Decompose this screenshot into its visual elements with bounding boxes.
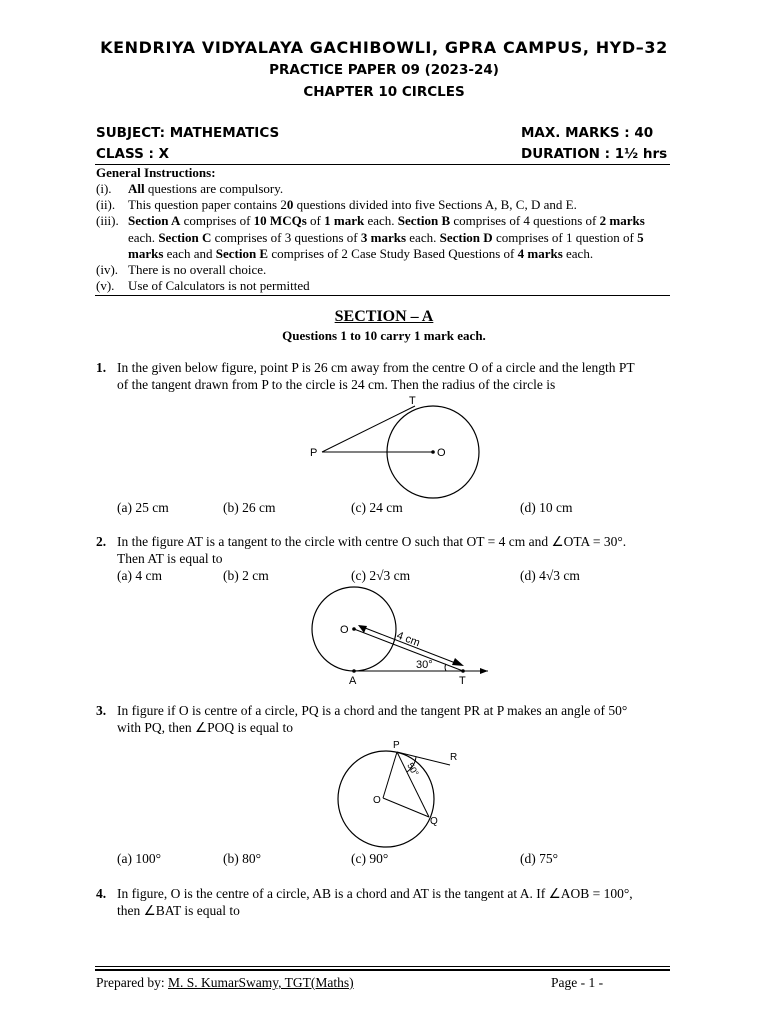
instruction-num-4: (iv). [96,262,119,277]
instruction-3-line-1: Section A comprises of 10 MCQs of 1 mark each. Section B comprises of 4 questions of 2 marks [128,213,645,228]
angle-arc [445,664,446,671]
max-marks-label: MAX. MARKS : 40 [521,125,654,141]
footer-divider-top [95,966,670,967]
centre-point [352,627,356,631]
option-d: (d) 4√3 cm [520,568,580,583]
duration-label: DURATION : 1½ hrs [521,146,668,162]
arrow-head [452,658,464,666]
option-c: (c) 2√3 cm [351,568,411,583]
label-o: O [340,624,349,636]
school-title: KENDRIYA VIDYALAYA GACHIBOWLI, GPRA CAMPUS, HYD–32 [100,38,668,57]
question-number: 2. [96,534,107,549]
label-p: P [393,740,400,751]
instruction-num-1: (i). [96,181,112,196]
instruction-num-5: (v). [96,278,115,293]
tangent-pt [322,406,415,452]
question-number: 3. [96,703,107,718]
option-b: (b) 26 cm [223,500,276,515]
figure-q2 [300,584,500,689]
instructions-title: General Instructions: [96,165,216,180]
question-text-line: then ∠BAT is equal to [117,903,240,918]
instruction-3-line-3: marks each and Section E comprises of 2 Case Study Based Questions of 4 marks each. [128,246,594,261]
centre-point [431,450,435,454]
question-text-line: In the figure AT is a tangent to the circle with centre O such that OT = 4 cm and ∠OTA = 30°. [117,534,627,549]
question-number: 1. [96,360,107,375]
class-label: CLASS : X [96,146,170,162]
label-t: T [409,395,416,407]
figure-q3 [320,738,480,848]
question-text-line: Then AT is equal to [117,551,223,566]
subject-label: SUBJECT: MATHEMATICS [96,125,280,141]
label-o: O [373,795,381,806]
question-text-line: with PQ, then ∠POQ is equal to [117,720,293,735]
question-text-line: In the given below figure, point P is 26 cm away from the centre O of a circle and the length PT [117,360,635,375]
option-b: (b) 80° [223,851,262,866]
option-d: (d) 10 cm [520,500,573,515]
paper-title: PRACTICE PAPER 09 (2023-24) [269,62,499,78]
label-angle: 50° [405,761,421,778]
option-a: (a) 4 cm [117,568,162,583]
instruction-1: All questions are compulsory. [128,181,284,196]
label-angle: 30° [416,659,433,671]
chapter-title: CHAPTER 10 CIRCLES [303,84,465,100]
label-t: T [459,675,466,687]
instruction-4: There is no overall choice. [128,262,267,277]
instruction-3-line-2: each. Section C comprises of 3 questions of 3 marks each. Section D comprises of 1 question of 5 [128,230,644,245]
question-text-line: In figure, O is the centre of a circle, AB is a chord and AT is the tangent at A. If ∠AOB = 100°, [117,886,633,901]
option-b: (b) 2 cm [223,568,269,583]
tangent-pr [397,752,450,765]
footer-prepared-by: Prepared by: M. S. KumarSwamy, TGT(Maths) [96,975,354,990]
point-a [352,669,356,673]
question-number: 4. [96,886,107,901]
question-text-line: In figure if O is centre of a circle, PQ is a chord and the tangent PR at P makes an angle of 50° [117,703,628,718]
option-d: (d) 75° [520,851,559,866]
label-r: R [450,752,458,763]
label-a: A [349,675,357,687]
arrow-head [480,668,488,674]
instruction-num-2: (ii). [96,197,116,212]
option-a: (a) 25 cm [117,500,169,515]
radius-oq [383,798,429,817]
radius-op [383,752,397,798]
label-o: O [437,447,446,459]
instructions-divider [95,295,670,296]
figure-q1 [300,390,500,500]
section-subtitle: Questions 1 to 10 carry 1 mark each. [282,328,486,343]
option-c: (c) 90° [351,851,389,866]
footer-divider-bottom [95,969,670,971]
footer-author: M. S. KumarSwamy, TGT(Maths) [167,975,354,990]
label-p: P [310,447,318,459]
option-c: (c) 24 cm [351,500,403,515]
label-length: 4 cm [394,629,422,650]
label-q: Q [430,816,438,827]
question-text-line: of the tangent drawn from P to the circle is 24 cm. Then the radius of the circle is [117,377,556,392]
point-t [461,669,465,673]
instruction-2: This question paper contains 20 questions divided into five Sections A, B, C, D and E. [128,197,577,212]
option-a: (a) 100° [117,851,162,866]
instruction-5: Use of Calculators is not permitted [128,278,310,293]
instruction-num-3: (iii). [96,213,119,228]
page-number: Page - 1 - [551,975,604,990]
section-title: SECTION – A [334,308,434,325]
